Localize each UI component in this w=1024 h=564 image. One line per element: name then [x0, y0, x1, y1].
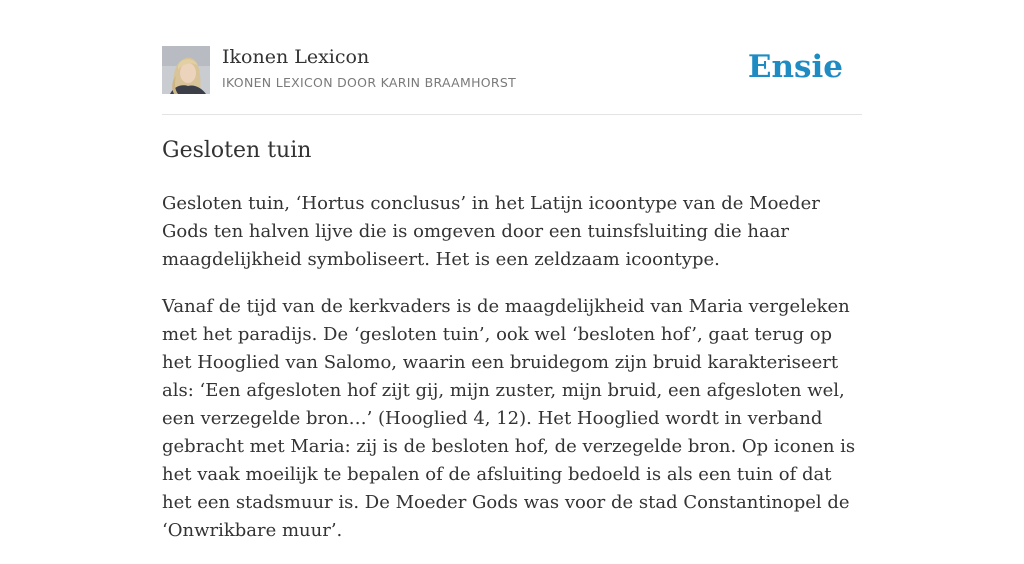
- paragraph: Gesloten tuin, ‘Hortus conclusus’ in het Latijn icoontype van de Moeder Gods ten halven lijve die is omgeven door een tuinsfsluiting die haar maagdelijkheid symboliseert. Het is een zeldzaam icoontype.: [162, 193, 820, 270]
- article-body: [162, 190, 866, 564]
- ensie-logo[interactable]: Ensie: [747, 49, 843, 85]
- author-photo: [162, 46, 210, 94]
- article-title: Gesloten tuin: [162, 138, 312, 163]
- paragraph: Vanaf de tijd van de kerkvaders is de maagdelijkheid van Maria vergeleken met het paradijs. De ‘gesloten tuin’, ook wel ‘besloten hof’, gaat terug op het Hooglied van Salomo, waarin een bruidegom zijn bruid karakteriseert als: ‘Een afgesloten hof zijt gij, mijn zuster, mijn bruid, een afgesloten wel, een verzegelde bron…’ (Hooglied 4, 12). Het Hooglied wordt in verband gebracht met Maria: zij is de besloten hof, de verzegelde bron. Op iconen is het vaak moeilijk te bepalen of de afsluiting bedoeld is als een tuin of dat het een stadsmuur is. De Moeder Gods was voor de stad Constantinopel de ‘Onwrikbare muur’.: [162, 296, 856, 541]
- article-header: [162, 46, 862, 115]
- author-subtitle[interactable]: IKONEN LEXICON DOOR KARIN BRAAMHORST: [222, 75, 517, 90]
- author-name[interactable]: Ikonen Lexicon: [222, 46, 370, 68]
- author-avatar[interactable]: [162, 46, 210, 94]
